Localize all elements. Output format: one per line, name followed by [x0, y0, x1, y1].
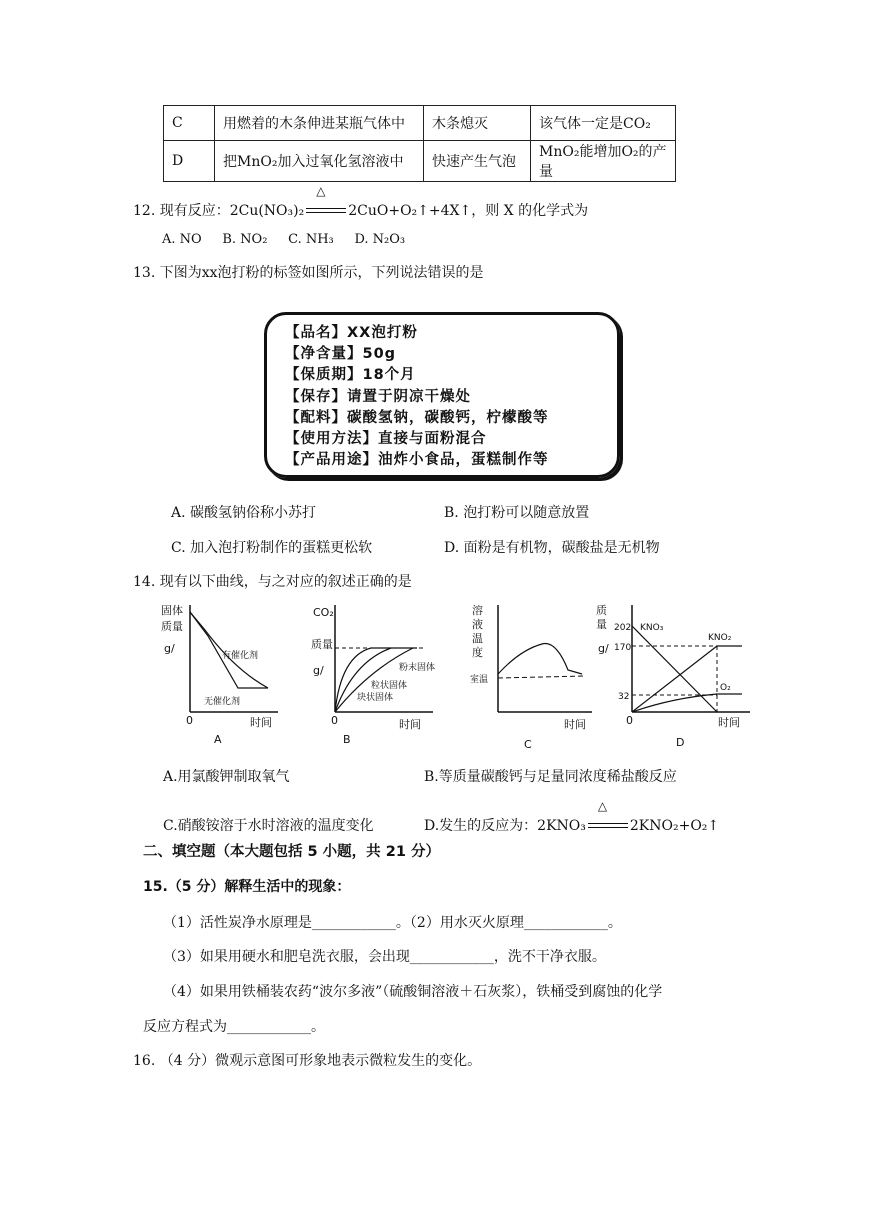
q15-line2: （3）如果用硬水和肥皂洗衣服，会出现____________，洗不干净衣服。 — [163, 949, 606, 965]
q14-option-c: C.硝酸铵溶于水时溶液的温度变化 — [163, 818, 374, 834]
graph-a-caption: A — [214, 733, 222, 746]
q14-stem: 14. 现有以下曲线，与之对应的叙述正确的是 — [133, 574, 412, 590]
options-table — [163, 105, 676, 182]
graph-d-ylabel-2: 量 — [596, 618, 607, 631]
graph-c — [460, 600, 600, 750]
reaction-arrow — [586, 799, 630, 833]
table-cell: D — [164, 141, 215, 182]
graph-d-tick-202: 202 — [614, 623, 632, 633]
table-cell: 把MnO₂加入过氧化氢溶液中 — [215, 141, 424, 182]
q12-stem-pre: 12. 现有反应：2Cu(NO₃)₂ — [133, 203, 305, 219]
graph-b-curve1: 粉末固体 — [399, 663, 436, 673]
q13-option-b: B. 泡打粉可以随意放置 — [444, 505, 590, 521]
graph-c-caption: C — [524, 738, 532, 751]
graph-b-caption: B — [343, 733, 351, 746]
graph-d-origin: 0 — [626, 714, 633, 727]
graph-c-ylabel-3: 温 — [472, 632, 483, 645]
graph-c-ylabel-2: 液 — [472, 618, 483, 631]
table-cell: MnO₂能增加O₂的产量 — [531, 141, 676, 182]
q12-stem — [133, 184, 589, 220]
graph-d-tick-170: 170 — [614, 643, 632, 653]
graph-a-origin: 0 — [186, 714, 193, 727]
baking-powder-label — [264, 312, 620, 478]
graph-d — [592, 600, 762, 750]
graph-c-xlabel: 时间 — [564, 718, 586, 731]
table-cell: 木条熄灭 — [424, 106, 531, 141]
graph-a-xlabel: 时间 — [250, 716, 272, 729]
graph-d-caption: D — [676, 736, 685, 749]
q15-line4: 反应方程式为____________。 — [143, 1019, 325, 1035]
q15-line3: （4）如果用铁桶装农药“波尔多液”（硫酸铜溶液＋石灰浆），铁桶受到腐蚀的化学 — [163, 984, 663, 1000]
label-line: 【保质期】18个月 — [285, 367, 416, 384]
q14-option-a: A.用氯酸钾制取氧气 — [163, 769, 290, 785]
label-line: 【产品用途】油炸小食品，蛋糕制作等 — [285, 452, 549, 469]
label-line: 【保存】请置于阴凉干燥处 — [285, 388, 471, 405]
graph-a-ylabel-2: 质量 — [161, 620, 183, 633]
q13-option-d: D. 面粉是有机物，碳酸盐是无机物 — [444, 540, 660, 556]
graph-d-tick-32: 32 — [618, 692, 630, 702]
q12-option-b: B. NO₂ — [222, 232, 268, 247]
graph-a-ylabel-3: g/ — [164, 642, 175, 655]
graph-c-ylabel-4: 度 — [472, 646, 483, 659]
graph-a — [160, 600, 290, 750]
graph-d-series1: KNO₃ — [640, 623, 664, 633]
table-cell: 用燃着的木条伸进某瓶气体中 — [215, 106, 424, 141]
q14-option-d — [424, 799, 720, 835]
graph-d-ylabel-3: g/ — [598, 642, 609, 655]
reaction-arrow — [304, 184, 348, 218]
table-cell: 该气体一定是CO₂ — [531, 106, 676, 141]
graph-b-ylabel-3: g/ — [313, 664, 324, 677]
table-cell: C — [164, 106, 215, 141]
q13-stem: 13. 下图为xx泡打粉的标签如图所示，下列说法错误的是 — [133, 265, 484, 281]
heat-condition: △ — [597, 799, 608, 813]
q13-option-a: A. 碳酸氢钠俗称小苏打 — [171, 505, 317, 521]
graph-d-series3: O₂ — [720, 683, 731, 693]
graph-c-ylabel-1: 溶 — [472, 604, 483, 617]
table-row — [164, 106, 676, 141]
section-heading: 二、填空题（本大题包括 5 小题，共 21 分） — [143, 844, 440, 860]
graph-c-ref: 室温 — [470, 675, 489, 685]
q15-stem: 15.（5 分）解释生活中的现象： — [143, 879, 351, 895]
q12-option-c: C. NH₃ — [288, 232, 334, 247]
heat-condition: △ — [316, 184, 326, 198]
graph-b — [305, 600, 445, 750]
graph-a-curve2: 无催化剂 — [204, 697, 241, 707]
graph-b-ylabel-1: CO₂ — [313, 606, 334, 619]
label-line: 【使用方法】直接与面粉混合 — [285, 430, 487, 447]
graph-d-series2: KNO₂ — [708, 633, 732, 643]
label-line: 【净含量】50g — [285, 346, 397, 363]
graph-b-origin: 0 — [331, 714, 338, 727]
q13-option-c: C. 加入泡打粉制作的蛋糕更松软 — [171, 540, 373, 556]
q14-option-b: B.等质量碳酸钙与足量同浓度稀盐酸反应 — [424, 769, 677, 785]
q14-option-d-pre: D.发生的反应为：2KNO₃ — [424, 818, 586, 834]
q12-option-a: A. NO — [162, 232, 202, 247]
q16-stem: 16. （4 分）微观示意图可形象地表示微粒发生的变化。 — [133, 1053, 482, 1069]
graph-a-ylabel-1: 固体 — [161, 604, 183, 617]
graph-d-ylabel-1: 质 — [596, 604, 607, 617]
graph-b-curve2: 粒状固体 — [371, 681, 408, 691]
graph-b-xlabel: 时间 — [399, 718, 421, 731]
table-cell: 快速产生气泡 — [424, 141, 531, 182]
q12-options — [162, 232, 405, 247]
label-line: 【配料】碳酸氢钠，碳酸钙，柠檬酸等 — [285, 409, 549, 426]
q12-option-d: D. N₂O₃ — [354, 232, 406, 247]
table-row — [164, 141, 676, 182]
graph-a-curve1: 有催化剂 — [222, 651, 259, 661]
graph-b-ylabel-2: 质量 — [311, 638, 333, 651]
graph-d-xlabel: 时间 — [718, 716, 740, 729]
q15-line1: （1）活性炭净水原理是____________。（2）用水灭火原理____________。 — [163, 915, 622, 931]
q14-option-d-post: 2KNO₂+O₂↑ — [629, 818, 720, 834]
q12-stem-post: 2CuO+O₂↑+4X↑，则 X 的化学式为 — [348, 203, 589, 219]
graph-b-curve3: 块状固体 — [357, 693, 394, 703]
label-line: 【品名】XX泡打粉 — [285, 325, 418, 341]
